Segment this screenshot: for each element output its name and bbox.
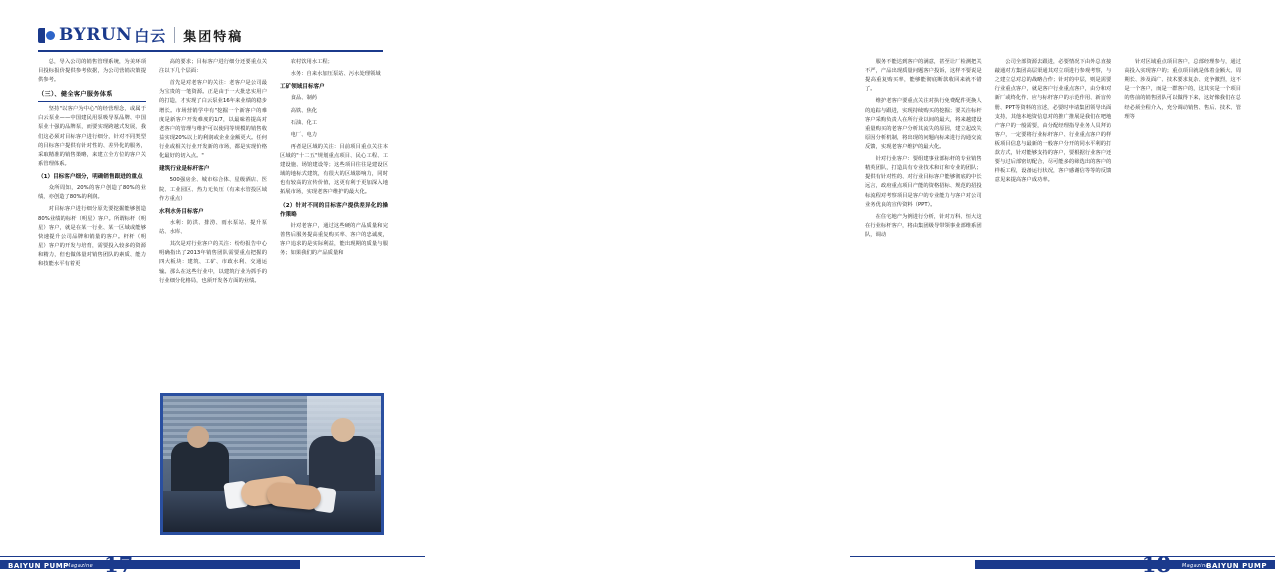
subsection-heading: 工矿领域目标客户 bbox=[280, 84, 325, 91]
masthead-title: 集团特稿 bbox=[183, 29, 244, 45]
footer-brand-left: BAIYUN PUMP bbox=[8, 562, 69, 570]
footer-brand-right: BAIYUN PUMP bbox=[1206, 562, 1267, 570]
masthead-divider bbox=[174, 27, 175, 43]
masthead-rule bbox=[38, 50, 383, 52]
body-paragraph: 高铁、焦化 bbox=[290, 107, 318, 114]
body-paragraph: 坚持"以客户为中心"的经营理念，或属于白云泵业——中国建民用泵吸导泵品牌、中国泵业十强的品牌泵，而要实现跨越式发展，我们这必须对目标客户进行细分，针对不同类型的目标客户提供有针对性的、差异化的服务，采取精准的销售策略，来建立全方位的客户关系管理体系。 bbox=[38, 106, 146, 167]
footer-rule-right bbox=[850, 556, 1275, 557]
subsection-heading: 水利水务目标客户 bbox=[159, 208, 204, 215]
text-column bbox=[280, 58, 388, 289]
footer-right bbox=[850, 547, 1275, 583]
handshake-photo bbox=[160, 393, 384, 535]
body-paragraph: 首先是对老客户的关注：老客户是公司最为宝贵的一笔资源。正是由于一大批忠实用户的打造，才实现了白云泵业16年来业绩的稳步增长。市场营销学中有"挖掘一个新客户的难度是新客户开发难度的1/7，以最味着提高对老客户的管理与维护可以使同等规模的销售收益实现20%以上的利润或企业金额更大。任何行业或相关行业开发新的市场，都是实现价格化最好的切入点。" bbox=[159, 80, 267, 160]
text-column bbox=[995, 58, 1112, 243]
byrun-logo-icon bbox=[38, 27, 55, 44]
footer-magazine-left: Magazine bbox=[66, 563, 94, 569]
page-number-right: 18 bbox=[1141, 552, 1171, 577]
section-heading: （三）、健全客户服务体系 bbox=[38, 90, 146, 102]
body-paragraph: 维护老客户要重点关注对执行免费配件更换人的追踪与跟进，实现持续购买的挖掘；要关注标杆客户采购负责人在所行业以间的最大，将来越建设重量购买的老客户分析其流失的原因，建立起改失原因分析机制，将出现的问题向标来进行沟通交流反馈，实现老客户维护的最大化。 bbox=[865, 98, 982, 150]
body-paragraph: 石油、化工 bbox=[290, 119, 318, 126]
body-paragraph: 针对区域重点项目客户，总部经理参与，通过高投入实现客户的；重点项目就是体着金额大、周期长、涉及面广、技术要求复杂、竞争激烈，这不是一个客户，而是一群客户的，这其实是一个项目的售前的销售团队可以做得下来，这好像我们在总经必须全程介入，充分调动销售、售后、技术、管理等 bbox=[1124, 59, 1242, 120]
body-paragraph: 对目标客户进行细分原先要挖掘能够创造80%业绩的标杆（明星）客户。所谓标杆（明星）客户，就是在某一行业、某一区域或能够快速提升公司品牌和销量的客户。杆杆（明星）客户的开发与培育，需要投入较多的资源和精力，但也做体量对销售团队的素质、能力和技能水平有着更 bbox=[38, 206, 146, 268]
body-paragraph: 针对老客户，通过这些硬的产品质量和完善售后服务提高重复购买率、客户的忠诚度，客户追求的是实际利益，能出现期的质量与服务；如果我们的产品质量和 bbox=[280, 222, 388, 257]
subsection-heading: （2）针对不同的目标客户提供差异化的操作策略 bbox=[280, 202, 388, 218]
masthead bbox=[38, 22, 378, 48]
page-left bbox=[0, 0, 425, 583]
photo-person-right-head bbox=[331, 418, 355, 442]
footer-magazine-right: Magazine bbox=[1181, 563, 1209, 569]
page-number-left: 17 bbox=[104, 552, 134, 577]
subsection-heading: （1）目标客户细分，明确销售跟进的重点 bbox=[38, 174, 143, 181]
body-paragraph: 高的要求；目标客户进行细分还要重点关注以下几个层面： bbox=[159, 59, 267, 75]
body-paragraph: 公司全部资源去跟进，必要情况下由外总直接敲通对方集团高层渠通其对立项进行参观考察，与之建立总对总的战略合作；针对的中层，则是需要行业重点客户，就是客户行业重点客户，由分和对新厂或终化作、应与标杆客户的示范作用、新盲传册、PPT等资料的宣述，必要时申请集团领导出面支持，其他本地资信息对的推广推展是我们在吧地产客户的一般需要，由分配经理指导业务人员拜访客户，一定要将行业标杆客户、行业重点客户的样板项目信息与最新的一般客户分开的同水平利的打款方式，针对能够支持的客户，要根据行业客户还要与过后部密切配合，尽可能多的筛选出的客户的样板工程，设备运行状况，客户感谢信等等的反馈意见来提高客户成功率。 bbox=[994, 59, 1112, 184]
footer-left bbox=[0, 547, 425, 583]
body-paragraph: 服务不能达到客户的满意，甚至让厂检测把关不严，产品出现质量问题客户投诉，这样不要说是提高重复购买率，能够能彻底断款收回来就不错了。 bbox=[865, 59, 982, 93]
right-page-columns bbox=[865, 58, 1241, 243]
page-right bbox=[425, 0, 1267, 583]
body-paragraph: 食品、制药 bbox=[290, 95, 318, 102]
logo-latin-text: BYRUN bbox=[59, 25, 133, 45]
body-paragraph: 水务：自来水加压泵站、污水处理领域 bbox=[290, 71, 381, 78]
subsection-heading: 建筑行业是标杆客户 bbox=[159, 166, 210, 173]
body-paragraph: 农村饮用水工程； bbox=[290, 59, 333, 65]
footer-rule-left bbox=[0, 556, 425, 557]
body-paragraph: 总，导入公司的销售管理系统，为美环项目投标报价提供参考依据，为公司营销决策提供参考。 bbox=[38, 59, 146, 84]
text-column bbox=[1124, 58, 1241, 243]
left-page-columns bbox=[38, 58, 388, 289]
body-paragraph: 在住宅地产为例进行分析，针对万科、恒大这在行业标杆客户，将由集团级导带领事业部维系团队，调动 bbox=[865, 213, 982, 238]
text-column bbox=[38, 58, 146, 289]
logo-chinese-text: 白云 bbox=[134, 26, 167, 45]
body-paragraph: 众所周知，20%的客户创造了80%的业绩，亦创造了80%的利润。 bbox=[38, 185, 146, 201]
body-paragraph: 再者是区域的关注：目前项目重点关注本区域的"十二五"规划重点项目、民心工程、工建设施、场馆建设等；这些项目往往是建设区域的地标式建筑，有很大的区域影响力，同时也有较高的宣传价值，这更有利于更加深入地拓展市场，实现老客户维护的最大化。 bbox=[280, 143, 388, 196]
photo-person-left-head bbox=[187, 426, 209, 448]
body-paragraph: 500强房企、城市综合体、星级酒店、医院、工业园区、热力无负压（有来水管投区域作方重点） bbox=[159, 177, 267, 202]
text-column bbox=[865, 58, 982, 243]
body-paragraph: 电厂、电力 bbox=[290, 131, 318, 138]
body-paragraph: 针对行业客户：要组建事业部标杆的专业销售精英团队，打造具有专业技术和订和专业的团队；提供有针对性的、对行业目标客户能够彻底的中长远言，政府重点项目产能的资格招标、规范的招投标流程对考察项目是客户的专业能力与客户对公司业务优良的宣传资料（PPT）。 bbox=[865, 156, 982, 208]
text-column bbox=[159, 58, 267, 289]
body-paragraph: 其次是对行业客户的关注：纷纷报告中心明确指出了2013年销售团队需要重点把握的四大板块：建筑、工矿、市政水利、交通运输。那么在这些行业中，以建筑行业为抓手的行业细分化格局，也须开发各方面的业绩。 bbox=[159, 241, 267, 284]
body-paragraph: 水利：防洪、排涝、雨水泵站、提升泵站、水库、 bbox=[159, 219, 267, 236]
